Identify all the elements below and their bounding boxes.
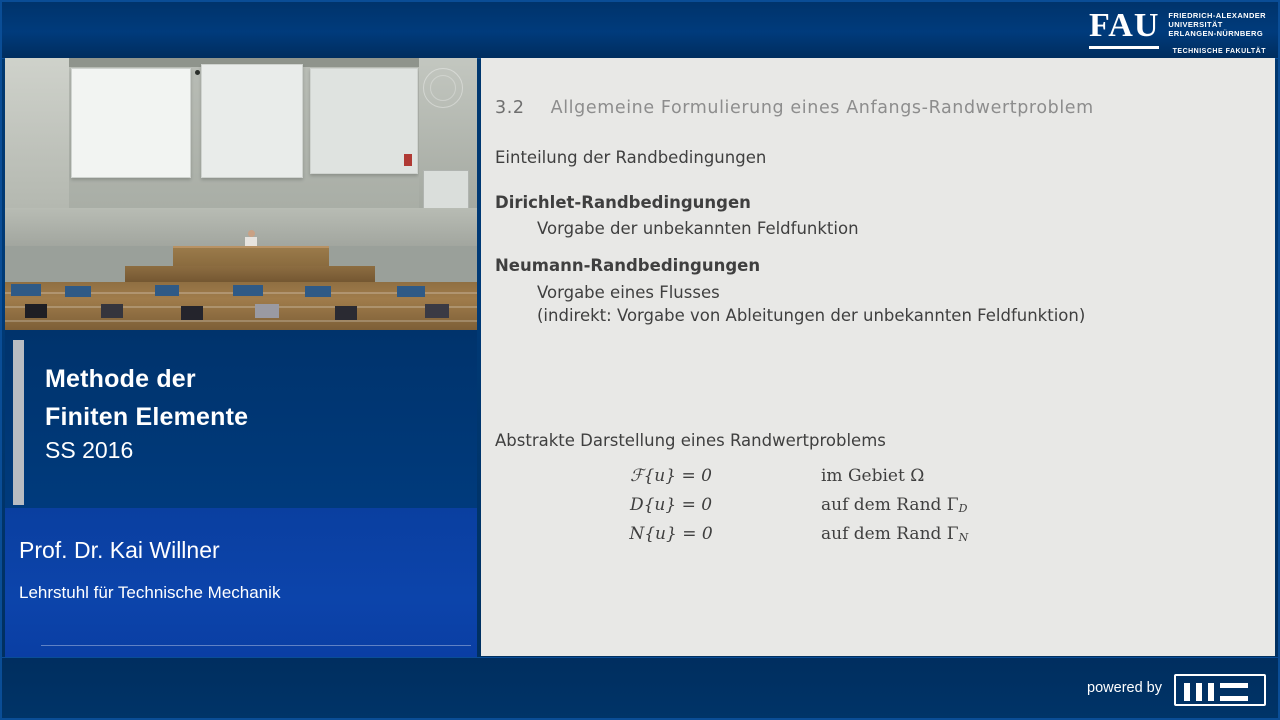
equation-rhs-text: auf dem Rand Γ <box>821 495 959 515</box>
top-bar <box>0 0 1280 59</box>
video-wall-fixture <box>404 154 412 166</box>
video-projection-screen-right <box>310 68 418 174</box>
fau-faculty: TECHNISCHE FAKULTÄT <box>1172 47 1266 55</box>
speaker-name: Prof. Dr. Kai Willner <box>19 537 220 563</box>
equation-lhs: N{u} = 0 <box>629 524 713 544</box>
equation-row <box>521 466 1221 495</box>
equation-row <box>521 495 1221 524</box>
slide-heading-abstract: Abstrakte Darstellung eines Randwertproblems <box>495 431 886 450</box>
slide-text-neumann-2: (indirekt: Vorgabe von Ableitungen der unbekannten Feldfunktion) <box>537 306 1086 325</box>
equation-lhs: D{u} = 0 <box>629 495 713 515</box>
fau-logo <box>1089 7 1266 56</box>
slide-heading-neumann: Neumann-Randbedingungen <box>495 256 761 275</box>
fau-wordmark <box>1089 7 1159 49</box>
video-audience-rows <box>5 282 477 330</box>
equation-rhs <box>821 524 1151 544</box>
video-watermark-seal <box>423 68 463 108</box>
video-stage-floor <box>5 208 477 246</box>
slide-section-header <box>495 98 1094 118</box>
course-title <box>45 360 248 436</box>
slide-section-number: 3.2 <box>495 98 525 118</box>
rrze-logo[interactable] <box>1174 674 1266 706</box>
fau-line-1: FRIEDRICH-ALEXANDER <box>1168 11 1266 20</box>
lecture-hall-video[interactable] <box>5 58 477 330</box>
slide-section-title: Allgemeine Formulierung eines Anfangs-Randwertproblem <box>550 98 1094 118</box>
speaker-chair: Lehrstuhl für Technische Mechanik <box>19 583 281 602</box>
equation-rhs-text: auf dem Rand Γ <box>821 524 959 544</box>
video-wall-left <box>5 58 69 208</box>
equation-rhs: im Gebiet Ω <box>821 466 925 486</box>
course-term: SS 2016 <box>45 437 134 463</box>
speaker-divider <box>41 645 471 646</box>
slide-text-neumann-1: Vorgabe eines Flusses <box>537 283 720 302</box>
slide-text-dirichlet: Vorgabe der unbekannten Feldfunktion <box>537 219 859 238</box>
fau-line-2: UNIVERSITÄT <box>1168 20 1223 30</box>
course-title-line-2: Finiten Elemente <box>45 403 249 431</box>
equation-rhs-subscript: D <box>958 502 968 515</box>
slide-heading-dirichlet: Dirichlet-Randbedingungen <box>495 193 751 212</box>
powered-by-label: powered by <box>1087 680 1162 696</box>
slide-view[interactable] <box>481 58 1275 656</box>
slide-equation-block <box>521 466 1221 553</box>
left-panel <box>5 58 477 658</box>
speaker-block <box>5 508 477 658</box>
fau-wordmark-rule <box>1089 46 1159 49</box>
equation-lhs: ℱ{u} = 0 <box>630 466 712 486</box>
fau-wordmark-text: FAU <box>1089 7 1160 44</box>
video-projection-screen-center <box>201 64 303 178</box>
equation-rhs-subscript: N <box>958 531 969 544</box>
bottom-bar <box>0 657 1280 720</box>
fau-line-3: ERLANGEN-NÜRNBERG <box>1168 29 1264 39</box>
equation-row <box>521 524 1221 553</box>
equation-rhs <box>821 495 1151 515</box>
course-title-line-1: Methode der <box>45 365 196 393</box>
slide-text-einteilung: Einteilung der Randbedingungen <box>495 148 767 167</box>
fau-fullname <box>1168 7 1266 56</box>
video-projection-screen-left <box>71 68 191 178</box>
accent-bar <box>13 340 24 505</box>
